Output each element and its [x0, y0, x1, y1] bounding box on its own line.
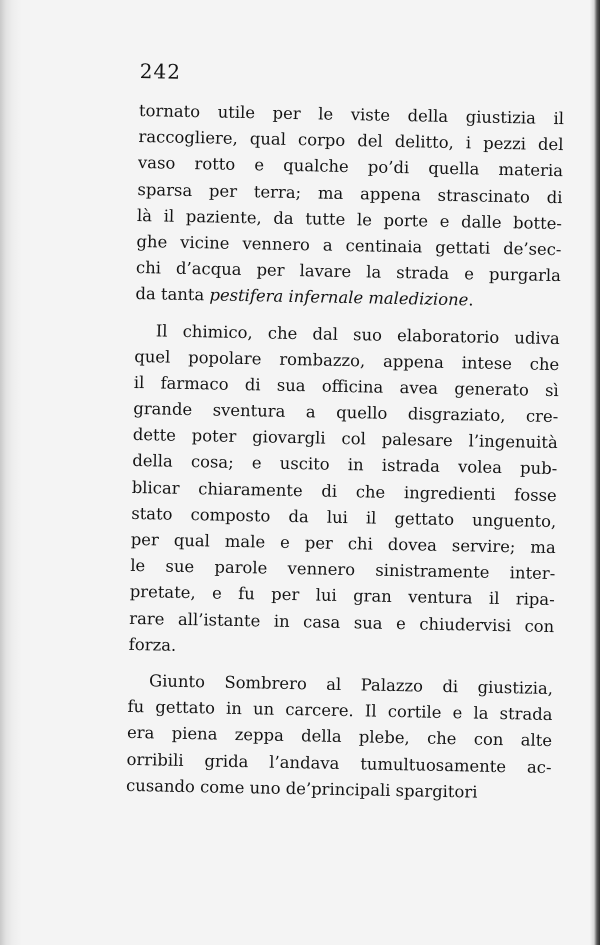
text-line: ghe vicine vennero a centinaia gettati de’sec-: [136, 231, 562, 260]
text-line: fu gettato in un carcere. Il cortile e la strada: [127, 697, 553, 725]
body-text: [126, 98, 564, 807]
text-line: stato composto da lui il gettato unguento,: [131, 503, 557, 531]
italic-phrase: pestifera infernale maledizione: [209, 285, 469, 310]
text-line: della cosa; e uscito in istrada volea pub-: [132, 451, 558, 479]
text-line: le sue parole vennero sinistramente inter-: [130, 556, 556, 584]
text-line: rare all’istante in casa sua e chiudervisi con: [129, 608, 555, 636]
text-run: da tanta: [135, 284, 210, 305]
text-run: .: [468, 290, 474, 310]
text-line: grande sventura a quello disgraziato, cre-: [133, 399, 559, 427]
text-line: Il chimico, che dal suo elaboratorio udiva: [155, 320, 560, 348]
text-line: era piena zeppa della plebe, che con alte: [126, 723, 553, 751]
text-line: tornato utile per le viste della giustizia il: [138, 100, 565, 129]
text-line: per qual male e per chi dovea servire; ma: [130, 529, 556, 558]
text-line: là il paziente, da tutte le porte e dalle botte-: [136, 205, 563, 233]
text-line: blicar chiaramente di che ingredienti fosse: [131, 477, 557, 505]
text-line: Giunto Sombrero al Palazzo di giustizia,: [148, 671, 554, 698]
paragraph: [129, 317, 560, 666]
text-line: vaso rotto e qualche po’di quella materia: [137, 153, 564, 181]
text-line: quel popolare rombazzo, appena intese che: [134, 346, 560, 374]
text-line: sparsa per terra; ma appena strascinato di: [137, 179, 563, 207]
paragraph: [135, 98, 564, 316]
text-line: forza.: [128, 634, 177, 655]
page-number: 242: [139, 59, 182, 84]
page-edge: [590, 0, 600, 945]
text-line: pretate, e fu per lui gran ventura il ripa-: [129, 582, 555, 610]
text-line: dette poter giovargli col palesare l’ingenuità: [132, 425, 558, 453]
book-page: [124, 60, 565, 898]
text-line: orribili grida l’andava tumultuosamente ac-: [126, 749, 552, 777]
binding-shadow: [0, 0, 22, 945]
text-line: il farmaco di sua officina avea generato sì: [133, 372, 559, 400]
text-line: raccogliere, qual corpo del delitto, i pezzi del: [138, 127, 564, 155]
text-line: chi d’acqua per lavare la strada e purgarla: [135, 258, 562, 286]
text-line: cusando come uno de’principali spargitori: [125, 775, 478, 802]
paragraph: [126, 668, 553, 807]
